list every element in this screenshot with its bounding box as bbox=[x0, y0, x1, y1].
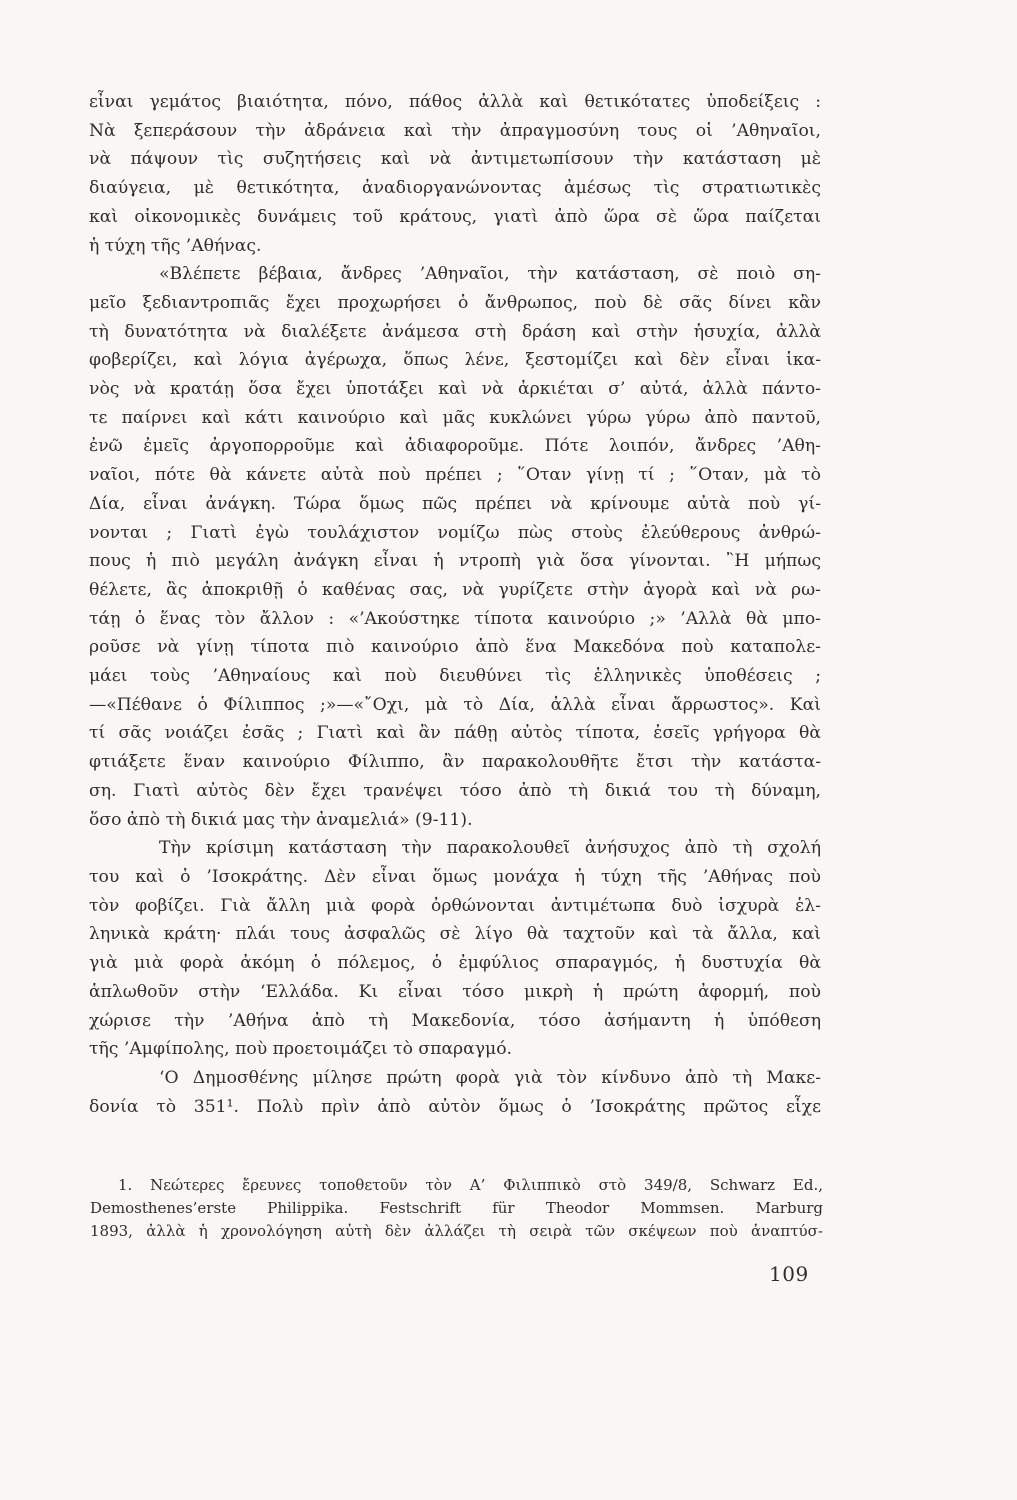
text-line: Νὰ ξεπεράσουν τὴν ἀδράνεια καὶ τὴν ἀπραγμοσύνη τους οἱ ’Αθηναῖοι, bbox=[89, 120, 821, 141]
text-line: νὰ πάψουν τὶς συζητήσεις καὶ νὰ ἀντιμετωπίσουν τὴν κατάσταση μὲ bbox=[89, 149, 821, 170]
text-line: ὅσο ἀπὸ τὴ δικιά μας τὴν ἀναμελιά» (9-11). bbox=[89, 809, 473, 830]
footnote-line: Demosthenes’erste Philippika. Festschrift für Theodor Mommsen. Marburg bbox=[90, 1199, 823, 1217]
text-line: Δία, εἶναι ἀνάγκη. Τώρα ὅμως πῶς πρέπει νὰ κρίνουμε αὐτὰ ποὺ γί- bbox=[89, 493, 821, 514]
text-line: νονται ; Γιατὶ ἐγὼ τουλάχιστον νομίζω πὼς στοὺς ἐλεύθερους ἀνθρώ- bbox=[89, 522, 821, 543]
text-line: τε παίρνει καὶ κάτι καινούριο καὶ μᾶς κυκλώνει γύρω γύρω ἀπὸ παντοῦ, bbox=[89, 407, 821, 428]
main-text-body bbox=[89, 88, 821, 1121]
text-line: ση. Γιατὶ αὐτὸς δὲν ἔχει τρανέψει τόσο ἀπὸ τὴ δικιά του τὴ δύναμη, bbox=[89, 780, 821, 801]
text-line: «Βλέπετε βέβαια, ἄνδρες ’Αθηναῖοι, τὴν κατάσταση, σὲ ποιὸ ση- bbox=[159, 264, 821, 285]
text-line: Τὴν κρίσιμη κατάσταση τὴν παρακολουθεῖ ἀνήσυχος ἀπὸ τὴ σχολή bbox=[159, 838, 821, 859]
text-line: τί σᾶς νοιάζει ἐσᾶς ; Γιατὶ καὶ ἂν πάθῃ αὐτὸς τίποτα, ἐσεῖς γρήγορα θὰ bbox=[89, 723, 821, 744]
text-line: —«Πέθανε ὁ Φίλιππος ;»—«῎Οχι, μὰ τὸ Δία, ἀλλὰ εἶναι ἄρρωστος». Καὶ bbox=[89, 694, 821, 715]
text-line: φοβερίζει, καὶ λόγια ἀγέρωχα, ὅπως λένε, ξεστομίζει καὶ δὲν εἶναι ἱκα- bbox=[89, 350, 821, 371]
footnote-line: 1893, ἀλλὰ ἡ χρονολόγηση αὐτὴ δὲν ἀλλάζει τὴ σειρὰ τῶν σκέψεων ποὺ ἀναπτύσ- bbox=[90, 1222, 823, 1240]
text-line: ἁπλωθοῦν στὴν ‘Ελλάδα. Κι εἶναι τόσο μικρὴ ἡ πρώτη ἀφορμή, ποὺ bbox=[89, 981, 821, 1002]
text-line: τάῃ ὁ ἕνας τὸν ἄλλον : «’Ακούστηκε τίποτα καινούριο ;» ’Αλλὰ θὰ μπο- bbox=[89, 608, 821, 629]
text-line: του καὶ ὁ ’Ισοκράτης. Δὲν εἶναι ὅμως μονάχα ἡ τύχη τῆς ’Αθήνας ποὺ bbox=[89, 866, 821, 887]
text-line: φτιάξετε ἕναν καινούριο Φίλιππο, ἂν παρακολουθῆτε ἔτσι τὴν κατάστα- bbox=[89, 752, 821, 773]
text-line: μάει τοὺς ’Αθηναίους καὶ ποὺ διευθύνει τὶς ἑλληνικὲς ὑποθέσεις ; bbox=[89, 666, 821, 687]
text-line: ‘Ο Δημοσθένης μίλησε πρώτη φορὰ γιὰ τὸν κίνδυνο ἀπὸ τὴ Μακε- bbox=[159, 1067, 821, 1088]
text-line: χώρισε τὴν ’Αθήνα ἀπὸ τὴ Μακεδονία, τόσο ἀσήμαντη ἡ ὑπόθεση bbox=[89, 1010, 821, 1031]
text-line: ναῖοι, πότε θὰ κάνετε αὐτὰ ποὺ πρέπει ; ῞Οταν γίνῃ τί ; ῞Οταν, μὰ τὸ bbox=[89, 465, 821, 486]
text-line: μεῖο ξεδιαντροπιᾶς ἔχει προχωρήσει ὁ ἄνθρωπος, ποὺ δὲ σᾶς δίνει κἂν bbox=[89, 292, 821, 313]
text-line: ἐνῶ ἐμεῖς ἀργοπορροῦμε καὶ ἀδιαφοροῦμε. Πότε λοιπόν, ἄνδρες ’Αθη- bbox=[89, 436, 821, 457]
text-line: δονία τὸ 351¹. Πολὺ πρὶν ἀπὸ αὐτὸν ὅμως ὁ ’Ισοκράτης πρῶτος εἶχε bbox=[89, 1096, 821, 1117]
page-number: 109 bbox=[769, 1262, 809, 1286]
text-line: διαύγεια, μὲ θετικότητα, ἀναδιοργανώνοντας ἀμέσως τὶς στρατιωτικὲς bbox=[89, 178, 821, 199]
text-line: πους ἡ πιὸ μεγάλη ἀνάγκη εἶναι ἡ ντροπὴ γιὰ ὅσα γίνονται. ῍Η μήπως bbox=[89, 551, 821, 572]
text-line: εἶναι γεμάτος βιαιότητα, πόνο, πάθος ἀλλὰ καὶ θετικότατες ὑποδείξεις : bbox=[89, 92, 821, 112]
text-line: νὸς νὰ κρατάῃ ὅσα ἔχει ὑποτάξει καὶ νὰ ἀρκιέται σ’ αὐτά, ἀλλὰ πάντο- bbox=[89, 379, 821, 400]
text-line: θέλετε, ἂς ἀποκριθῇ ὁ καθένας σας, νὰ γυρίζετε στὴν ἀγορὰ καὶ νὰ ρω- bbox=[89, 579, 821, 600]
text-line: ροῦσε νὰ γίνῃ τίποτα πιὸ καινούριο ἀπὸ ἕνα Μακεδόνα ποὺ καταπολε- bbox=[89, 637, 821, 658]
text-line: ληνικὰ κράτη· πλάι τους ἀσφαλῶς σὲ λίγο θὰ ταχτοῦν καὶ τὰ ἄλλα, καὶ bbox=[89, 924, 821, 945]
text-line: ἡ τύχη τῆς ’Αθήνας. bbox=[89, 235, 262, 256]
text-line: τὴ δυνατότητα νὰ διαλέξετε ἀνάμεσα στὴ δράση καὶ στὴν ἡσυχία, ἀλλὰ bbox=[89, 321, 821, 342]
text-line: τῆς ’Αμφίπολης, ποὺ προετοιμάζει τὸ σπαραγμό. bbox=[89, 1039, 513, 1060]
text-line: τὸν φοβίζει. Γιὰ ἄλλη μιὰ φορὰ ὀρθώνονται ἀντιμέτωπα δυὸ ἰσχυρὰ ἑλ- bbox=[89, 895, 821, 916]
text-line: γιὰ μιὰ φορὰ ἀκόμη ὁ πόλεμος, ὁ ἐμφύλιος σπαραγμός, ἡ δυστυχία θὰ bbox=[89, 953, 821, 974]
footnote bbox=[90, 1174, 823, 1243]
footnote-line: 1. Νεώτερες ἔρευνες τοποθετοῦν τὸν Α’ Φιλιππικὸ στὸ 349/8, Schwarz Ed., bbox=[118, 1176, 823, 1194]
text-line: καὶ οἰκονομικὲς δυνάμεις τοῦ κράτους, γιατὶ ἀπὸ ὥρα σὲ ὥρα παίζεται bbox=[89, 206, 821, 227]
